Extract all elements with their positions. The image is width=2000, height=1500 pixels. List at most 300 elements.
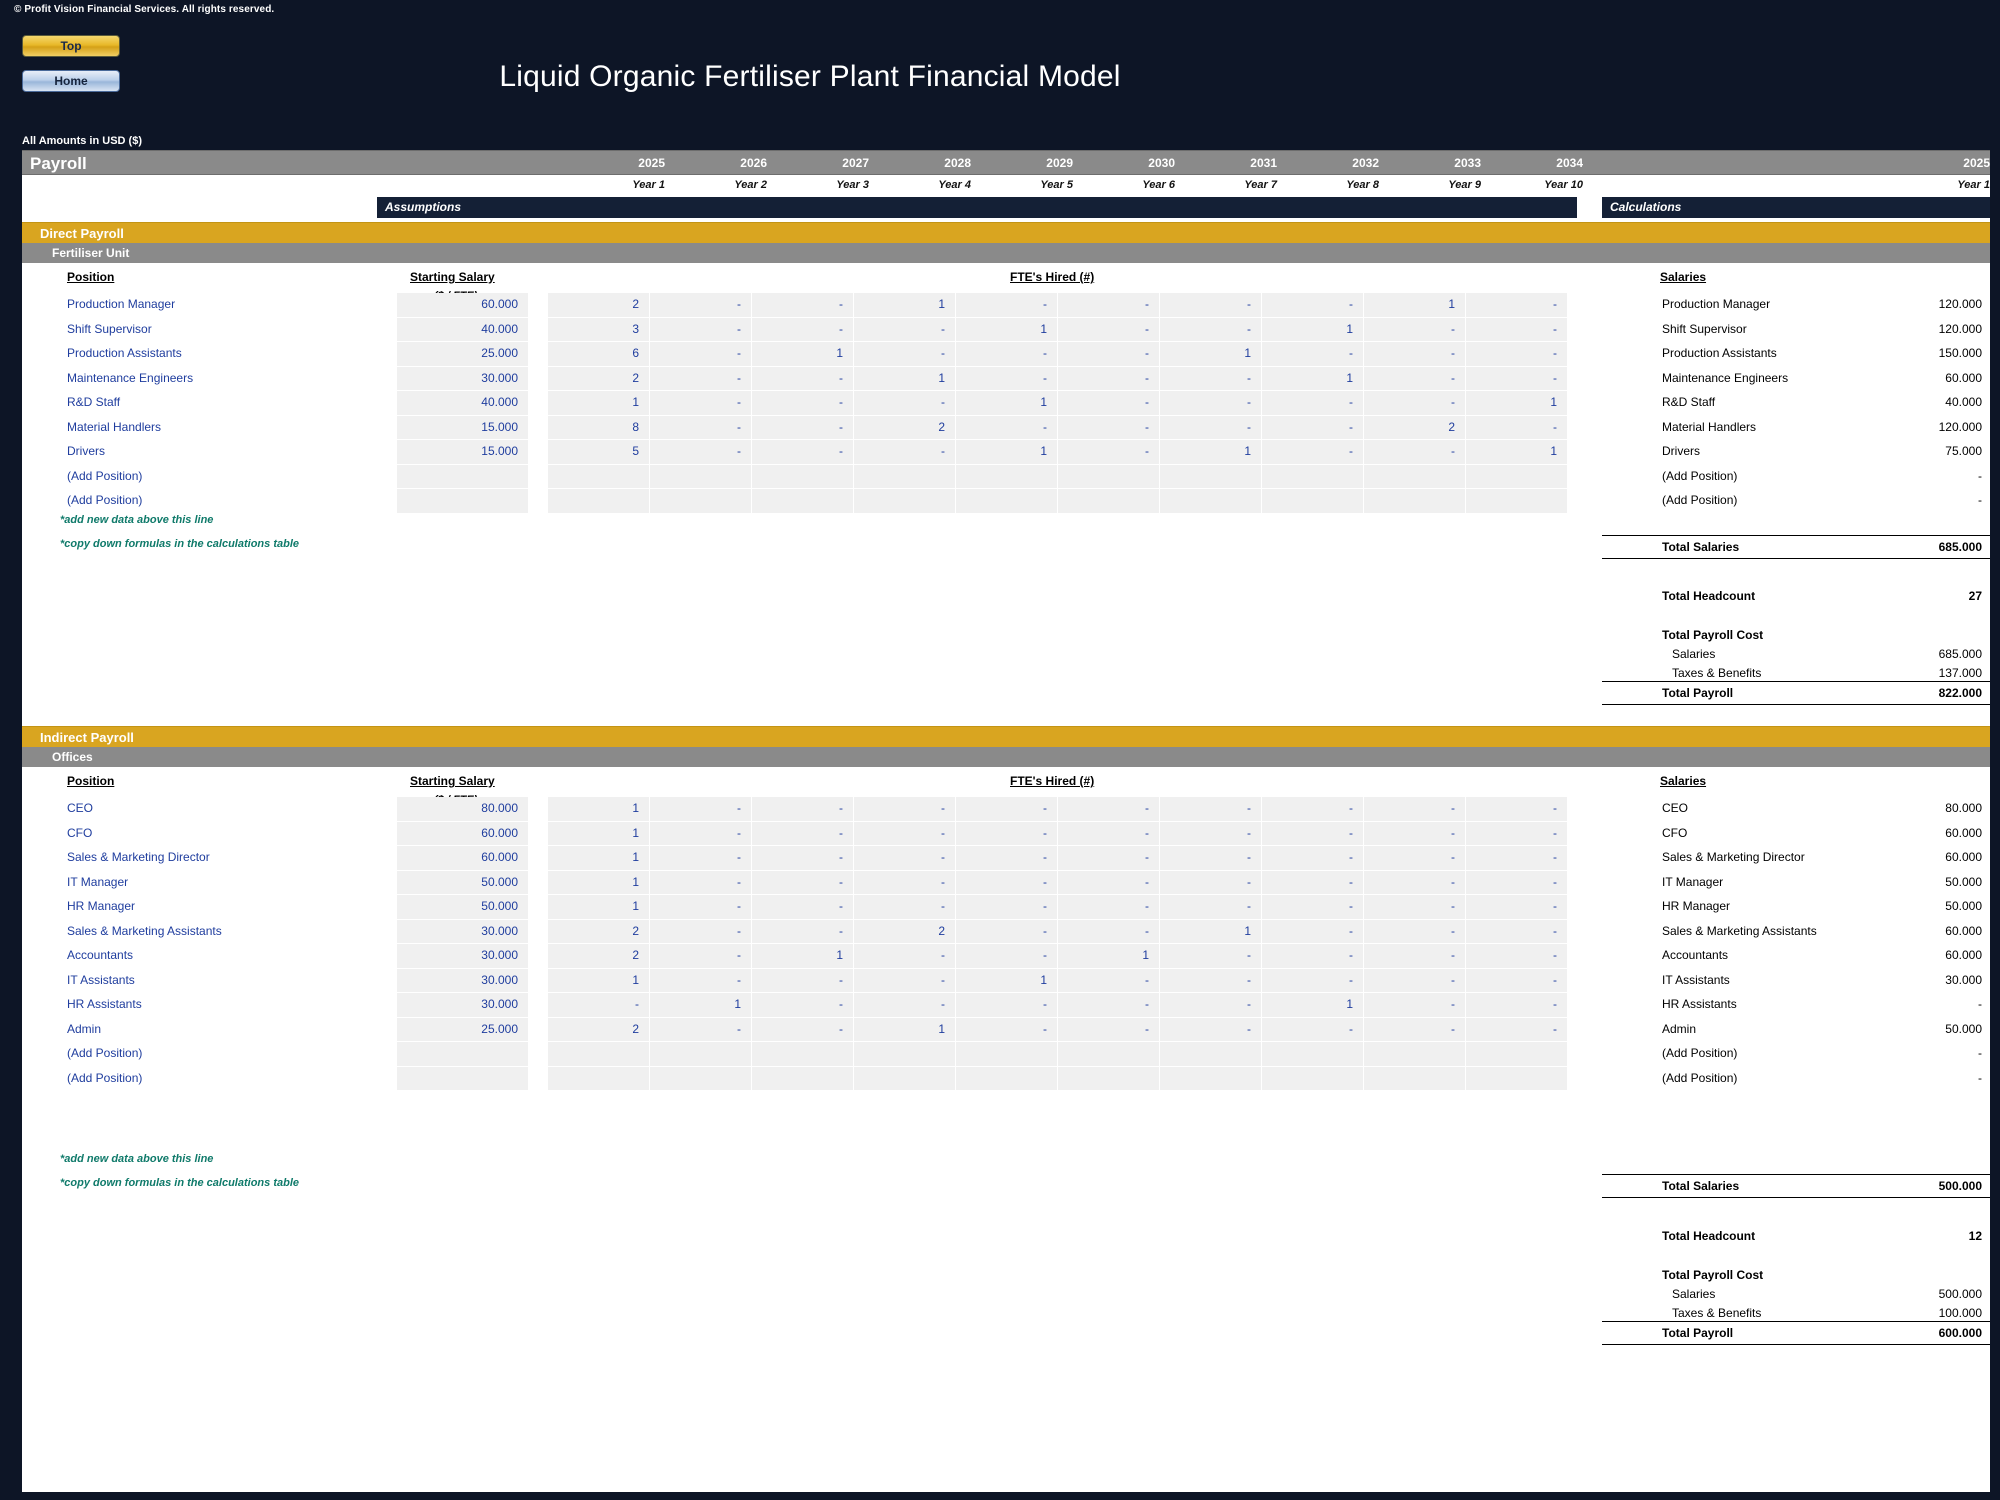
fte-cell[interactable]	[1364, 822, 1466, 847]
fte-cell[interactable]	[854, 440, 956, 465]
fte-cell[interactable]	[1058, 871, 1160, 896]
starting-salary-cell[interactable]	[397, 416, 529, 441]
fte-cell[interactable]	[956, 342, 1058, 367]
fte-value: -	[839, 370, 843, 385]
fte-cell[interactable]	[956, 944, 1058, 969]
fte-value: 1	[938, 1021, 945, 1036]
fte-cell[interactable]	[1160, 920, 1262, 945]
fte-cell[interactable]	[1160, 822, 1262, 847]
fte-cell[interactable]	[650, 1067, 752, 1092]
fte-cell[interactable]	[1466, 318, 1568, 343]
fte-cell[interactable]	[548, 1018, 650, 1043]
fte-value: 1	[1346, 321, 1353, 336]
fte-cell[interactable]	[1364, 342, 1466, 367]
fte-cell[interactable]	[1364, 367, 1466, 392]
fte-cell[interactable]	[548, 846, 650, 871]
fte-value: -	[737, 419, 741, 434]
fte-value: -	[1145, 923, 1149, 938]
fte-cell[interactable]	[650, 822, 752, 847]
fte-cell[interactable]	[752, 822, 854, 847]
fte-cell[interactable]	[956, 920, 1058, 945]
fte-cell[interactable]	[548, 1067, 650, 1092]
fte-cell[interactable]	[548, 920, 650, 945]
fte-cell[interactable]	[650, 293, 752, 318]
fte-cell[interactable]	[548, 465, 650, 490]
fte-cell[interactable]	[1160, 318, 1262, 343]
fte-value: -	[1247, 1021, 1251, 1036]
fte-cell[interactable]	[1058, 391, 1160, 416]
year-label-2: Year 3	[836, 179, 869, 191]
starting-salary-cell[interactable]	[397, 871, 529, 896]
fte-cell[interactable]	[1364, 871, 1466, 896]
fte-cell[interactable]	[1262, 920, 1364, 945]
fte-value: -	[1349, 899, 1353, 913]
fte-cell[interactable]	[752, 391, 854, 416]
indirect-total-payroll-value: 600.000	[1938, 1326, 1982, 1340]
fte-cell[interactable]	[854, 969, 956, 994]
fte-cell[interactable]	[1262, 416, 1364, 441]
fte-cell[interactable]	[1364, 969, 1466, 994]
calc-position-label: Drivers	[1662, 444, 1700, 458]
starting-salary-cell[interactable]	[397, 969, 529, 994]
fte-value: -	[1145, 874, 1149, 889]
fte-cell[interactable]	[956, 1067, 1058, 1092]
top-nav-button[interactable]: Top	[22, 35, 120, 57]
table-row	[22, 440, 1990, 465]
fte-cell[interactable]	[650, 1018, 752, 1043]
fte-cell[interactable]	[752, 489, 854, 514]
fte-cell[interactable]	[854, 416, 956, 441]
fte-cell[interactable]	[854, 367, 956, 392]
fte-value: -	[1451, 923, 1455, 938]
fte-cell[interactable]	[650, 342, 752, 367]
fte-value: -	[737, 1021, 741, 1036]
fte-cell[interactable]	[1466, 822, 1568, 847]
fte-cell[interactable]	[1466, 944, 1568, 969]
fte-value: 1	[1040, 321, 1047, 336]
fte-cell[interactable]	[1262, 871, 1364, 896]
fte-cell[interactable]	[752, 969, 854, 994]
starting-salary-value: 30.000	[481, 948, 518, 962]
fte-cell[interactable]	[1364, 944, 1466, 969]
calc-position-label: Admin	[1662, 1021, 1697, 1036]
fte-cell[interactable]	[1466, 846, 1568, 871]
fte-cell[interactable]	[650, 920, 752, 945]
fte-cell[interactable]	[1058, 797, 1160, 822]
fte-cell[interactable]	[956, 871, 1058, 896]
fte-cell[interactable]	[1364, 846, 1466, 871]
fte-cell[interactable]	[650, 797, 752, 822]
fte-cell[interactable]	[1466, 871, 1568, 896]
fte-cell[interactable]	[650, 944, 752, 969]
fte-cell[interactable]	[1262, 440, 1364, 465]
home-nav-button[interactable]: Home	[22, 70, 120, 92]
starting-salary-cell[interactable]	[397, 342, 529, 367]
fte-cell[interactable]	[956, 440, 1058, 465]
fte-cell[interactable]	[1160, 1067, 1262, 1092]
fte-cell[interactable]	[1058, 920, 1160, 945]
fte-value: -	[1043, 346, 1047, 360]
fte-cell[interactable]	[752, 440, 854, 465]
fte-cell[interactable]	[1262, 391, 1364, 416]
fte-value: -	[737, 395, 741, 409]
fte-cell[interactable]	[956, 416, 1058, 441]
fte-cell[interactable]	[1262, 1018, 1364, 1043]
fte-cell[interactable]	[1262, 895, 1364, 920]
fte-value: 1	[938, 297, 945, 311]
fte-cell[interactable]	[1262, 293, 1364, 318]
fte-cell[interactable]	[548, 293, 650, 318]
fte-value: -	[1553, 825, 1557, 840]
fte-cell[interactable]	[956, 293, 1058, 318]
ftes-hired-column-header: FTE's Hired (#)	[1010, 270, 1095, 284]
fte-value: -	[1043, 1021, 1047, 1036]
starting-salary-cell[interactable]	[397, 1067, 529, 1092]
fte-cell[interactable]	[1466, 367, 1568, 392]
fte-cell[interactable]	[854, 944, 956, 969]
fte-cell[interactable]	[956, 489, 1058, 514]
fte-cell[interactable]	[1364, 1018, 1466, 1043]
fte-cell[interactable]	[1262, 367, 1364, 392]
fte-cell[interactable]	[1262, 944, 1364, 969]
fte-value: -	[737, 444, 741, 458]
fte-cell[interactable]	[956, 318, 1058, 343]
fte-cell[interactable]	[1466, 1067, 1568, 1092]
fte-cell[interactable]	[1466, 391, 1568, 416]
copyright-text: © Profit Vision Financial Services. All rights reserved.	[14, 4, 275, 15]
fte-cell[interactable]	[1466, 1042, 1568, 1067]
fte-cell[interactable]	[1262, 1067, 1364, 1092]
fte-cell[interactable]	[1058, 416, 1160, 441]
fte-cell[interactable]	[1160, 1018, 1262, 1043]
fte-cell[interactable]	[1058, 342, 1160, 367]
fte-cell[interactable]	[650, 895, 752, 920]
direct-payroll-section-header	[22, 222, 1990, 243]
fte-value: 1	[1550, 444, 1557, 458]
fte-cell[interactable]	[854, 822, 956, 847]
fte-cell[interactable]	[1058, 895, 1160, 920]
fte-cell[interactable]	[956, 846, 1058, 871]
fte-cell[interactable]	[1160, 797, 1262, 822]
fte-cell[interactable]	[650, 846, 752, 871]
fte-cell[interactable]	[1466, 416, 1568, 441]
fte-cell[interactable]	[752, 895, 854, 920]
fte-value: 1	[1040, 444, 1047, 458]
fte-cell[interactable]	[1262, 318, 1364, 343]
fte-cell[interactable]	[1160, 895, 1262, 920]
indirect-total-headcount-value: 12	[1968, 1229, 1982, 1243]
fte-cell[interactable]	[1364, 391, 1466, 416]
starting-salary-cell[interactable]	[397, 1042, 529, 1067]
starting-salary-cell[interactable]	[397, 920, 529, 945]
direct-add-note: *add new data above this line	[60, 514, 214, 526]
fte-cell[interactable]	[1058, 489, 1160, 514]
fte-cell[interactable]	[548, 416, 650, 441]
calc-position-label: IT Manager	[1662, 874, 1724, 889]
fte-cell[interactable]	[1058, 969, 1160, 994]
table-row	[22, 993, 1990, 1018]
fte-cell[interactable]	[1160, 489, 1262, 514]
direct-total-headcount-label: Total Headcount	[1662, 589, 1756, 603]
fte-cell[interactable]	[752, 416, 854, 441]
fte-cell[interactable]	[1262, 797, 1364, 822]
fte-cell[interactable]	[548, 342, 650, 367]
fte-cell[interactable]	[1058, 318, 1160, 343]
fte-value: -	[839, 444, 843, 458]
fte-value: 2	[632, 1021, 639, 1036]
starting-salary-cell[interactable]	[397, 293, 529, 318]
fte-cell[interactable]	[1160, 465, 1262, 490]
fte-cell[interactable]	[854, 871, 956, 896]
fte-cell[interactable]	[1058, 293, 1160, 318]
fte-cell[interactable]	[956, 969, 1058, 994]
fte-cell[interactable]	[548, 489, 650, 514]
fte-cell[interactable]	[854, 797, 956, 822]
fte-cell[interactable]	[1466, 895, 1568, 920]
position-label: Drivers	[67, 444, 105, 458]
starting-salary-cell[interactable]	[397, 465, 529, 490]
fte-cell[interactable]	[1364, 489, 1466, 514]
fte-cell[interactable]	[854, 1018, 956, 1043]
starting-salary-cell[interactable]	[397, 846, 529, 871]
fte-cell[interactable]	[650, 465, 752, 490]
fte-cell[interactable]	[1466, 993, 1568, 1018]
fte-cell[interactable]	[1364, 797, 1466, 822]
fte-cell[interactable]	[1466, 797, 1568, 822]
fte-value: -	[1043, 297, 1047, 311]
fte-cell[interactable]	[1466, 489, 1568, 514]
fte-cell[interactable]	[1058, 944, 1160, 969]
fte-cell[interactable]	[854, 1067, 956, 1092]
direct-total-salaries-value: 685.000	[1938, 540, 1982, 554]
direct-payroll-title: Direct Payroll	[40, 226, 124, 241]
table-row	[22, 367, 1990, 392]
fte-cell[interactable]	[1058, 367, 1160, 392]
year-label-1: Year 2	[734, 179, 767, 191]
fte-value: -	[941, 997, 945, 1011]
fte-cell[interactable]	[1058, 993, 1160, 1018]
fte-cell[interactable]	[548, 993, 650, 1018]
fte-cell[interactable]	[1466, 969, 1568, 994]
starting-salary-cell[interactable]	[397, 895, 529, 920]
starting-salary-cell[interactable]	[397, 440, 529, 465]
starting-salary-cell[interactable]	[397, 993, 529, 1018]
fte-cell[interactable]	[854, 391, 956, 416]
fte-cell[interactable]	[1160, 391, 1262, 416]
fte-cell[interactable]	[1466, 465, 1568, 490]
starting-salary-cell[interactable]	[397, 489, 529, 514]
fte-cell[interactable]	[956, 1018, 1058, 1043]
fte-cell[interactable]	[956, 391, 1058, 416]
fte-cell[interactable]	[650, 367, 752, 392]
fte-cell[interactable]	[1364, 318, 1466, 343]
indirect-total-payroll-row	[1602, 1321, 1990, 1345]
fte-cell[interactable]	[854, 920, 956, 945]
fte-cell[interactable]	[1058, 440, 1160, 465]
fte-cell[interactable]	[1160, 367, 1262, 392]
fte-value: -	[1553, 1021, 1557, 1036]
year-label-4: Year 5	[1040, 179, 1073, 191]
fte-cell[interactable]	[1466, 440, 1568, 465]
fte-cell[interactable]	[1364, 440, 1466, 465]
fte-cell[interactable]	[1058, 846, 1160, 871]
fte-cell[interactable]	[1364, 920, 1466, 945]
fte-cell[interactable]	[1262, 969, 1364, 994]
fte-cell[interactable]	[752, 293, 854, 318]
starting-salary-value: 40.000	[481, 395, 518, 409]
calc-position-label: (Add Position)	[1662, 493, 1738, 507]
fte-cell[interactable]	[1364, 293, 1466, 318]
fte-cell[interactable]	[752, 797, 854, 822]
fte-cell[interactable]	[752, 846, 854, 871]
fte-cell[interactable]	[956, 367, 1058, 392]
table-row	[22, 797, 1990, 822]
starting-salary-cell[interactable]	[397, 367, 529, 392]
fte-cell[interactable]	[548, 391, 650, 416]
fte-cell[interactable]	[1364, 1067, 1466, 1092]
fte-cell[interactable]	[1160, 293, 1262, 318]
fte-cell[interactable]	[650, 416, 752, 441]
year-label-8: Year 9	[1448, 179, 1481, 191]
fte-cell[interactable]	[1364, 993, 1466, 1018]
calculations-band: Calculations	[1602, 197, 1990, 218]
fte-cell[interactable]	[752, 367, 854, 392]
fte-cell[interactable]	[752, 1067, 854, 1092]
fte-cell[interactable]	[1160, 969, 1262, 994]
fte-cell[interactable]	[650, 871, 752, 896]
fte-cell[interactable]	[548, 797, 650, 822]
fte-cell[interactable]	[854, 1042, 956, 1067]
fte-cell[interactable]	[1262, 489, 1364, 514]
fte-cell[interactable]	[1466, 342, 1568, 367]
fte-cell[interactable]	[752, 318, 854, 343]
fte-cell[interactable]	[1262, 465, 1364, 490]
fte-cell[interactable]	[1160, 944, 1262, 969]
fte-cell[interactable]	[752, 465, 854, 490]
fte-cell[interactable]	[1160, 993, 1262, 1018]
fte-cell[interactable]	[752, 1042, 854, 1067]
fte-cell[interactable]	[548, 440, 650, 465]
starting-salary-cell[interactable]	[397, 944, 529, 969]
fte-cell[interactable]	[854, 489, 956, 514]
fte-cell[interactable]	[956, 465, 1058, 490]
fte-cell[interactable]	[752, 871, 854, 896]
fte-cell[interactable]	[1466, 1018, 1568, 1043]
fte-cell[interactable]	[1160, 1042, 1262, 1067]
fte-cell[interactable]	[854, 342, 956, 367]
fte-cell[interactable]	[650, 969, 752, 994]
fte-cell[interactable]	[1160, 342, 1262, 367]
fte-cell[interactable]	[650, 318, 752, 343]
currency-note: All Amounts in USD ($)	[22, 135, 142, 147]
fte-cell[interactable]	[1262, 822, 1364, 847]
fte-value: 1	[938, 370, 945, 385]
fte-cell[interactable]	[1262, 1042, 1364, 1067]
fte-cell[interactable]	[1262, 993, 1364, 1018]
fte-cell[interactable]	[548, 871, 650, 896]
direct-copy-note: *copy down formulas in the calculations table	[60, 538, 299, 550]
fte-cell[interactable]	[752, 944, 854, 969]
fte-cell[interactable]	[854, 293, 956, 318]
calc-position-label: Shift Supervisor	[1662, 321, 1747, 336]
starting-salary-cell[interactable]	[397, 822, 529, 847]
fte-cell[interactable]	[1364, 1042, 1466, 1067]
fte-cell[interactable]	[548, 318, 650, 343]
fte-cell[interactable]	[1160, 440, 1262, 465]
fte-cell[interactable]	[1058, 1018, 1160, 1043]
fte-cell[interactable]	[650, 391, 752, 416]
fte-cell[interactable]	[854, 318, 956, 343]
fte-cell[interactable]	[548, 1042, 650, 1067]
fte-cell[interactable]	[1364, 895, 1466, 920]
fte-cell[interactable]	[1058, 1042, 1160, 1067]
position-label: CFO	[67, 825, 93, 840]
fte-cell[interactable]	[1364, 416, 1466, 441]
fte-cell[interactable]	[548, 944, 650, 969]
fte-cell[interactable]	[854, 895, 956, 920]
fte-cell[interactable]	[854, 993, 956, 1018]
position-label: IT Assistants	[67, 972, 135, 987]
fte-cell[interactable]	[548, 367, 650, 392]
fte-value: 1	[1142, 948, 1149, 962]
year-label-3: Year 4	[938, 179, 971, 191]
fertiliser-unit-title: Fertiliser Unit	[52, 246, 130, 260]
fte-cell[interactable]	[956, 895, 1058, 920]
year-header-8: 2033	[1454, 156, 1481, 170]
salaries-column-header: Salaries	[1660, 270, 1707, 284]
fte-value: -	[1451, 948, 1455, 962]
fte-cell[interactable]	[854, 465, 956, 490]
fte-cell[interactable]	[1364, 465, 1466, 490]
direct-cost-salaries-label: Salaries	[1672, 647, 1716, 661]
fte-cell[interactable]	[1160, 871, 1262, 896]
fte-cell[interactable]	[752, 1018, 854, 1043]
fte-cell[interactable]	[1160, 846, 1262, 871]
fte-cell[interactable]	[1262, 846, 1364, 871]
starting-salary-cell[interactable]	[397, 797, 529, 822]
fte-cell[interactable]	[650, 993, 752, 1018]
fte-cell[interactable]	[752, 342, 854, 367]
fte-cell[interactable]	[752, 920, 854, 945]
fte-value: 1	[1448, 297, 1455, 311]
fte-cell[interactable]	[752, 993, 854, 1018]
starting-salary-cell[interactable]	[397, 318, 529, 343]
fte-cell[interactable]	[956, 993, 1058, 1018]
fte-cell[interactable]	[1058, 465, 1160, 490]
fte-cell[interactable]	[650, 489, 752, 514]
fte-cell[interactable]	[650, 1042, 752, 1067]
fte-cell[interactable]	[650, 440, 752, 465]
fte-value: -	[1451, 997, 1455, 1011]
fte-cell[interactable]	[548, 822, 650, 847]
starting-salary-cell[interactable]	[397, 1018, 529, 1043]
fte-cell[interactable]	[1466, 920, 1568, 945]
starting-salary-cell[interactable]	[397, 391, 529, 416]
fte-cell[interactable]	[548, 895, 650, 920]
fte-value: -	[737, 874, 741, 889]
fte-cell[interactable]	[1262, 342, 1364, 367]
fte-cell[interactable]	[854, 846, 956, 871]
fte-cell[interactable]	[956, 822, 1058, 847]
fte-cell[interactable]	[956, 1042, 1058, 1067]
fte-cell[interactable]	[1058, 1067, 1160, 1092]
fte-cell[interactable]	[1058, 822, 1160, 847]
fte-cell[interactable]	[956, 797, 1058, 822]
fte-cell[interactable]	[1466, 293, 1568, 318]
fte-value: 2	[632, 370, 639, 385]
fte-cell[interactable]	[548, 969, 650, 994]
fte-cell[interactable]	[1160, 416, 1262, 441]
